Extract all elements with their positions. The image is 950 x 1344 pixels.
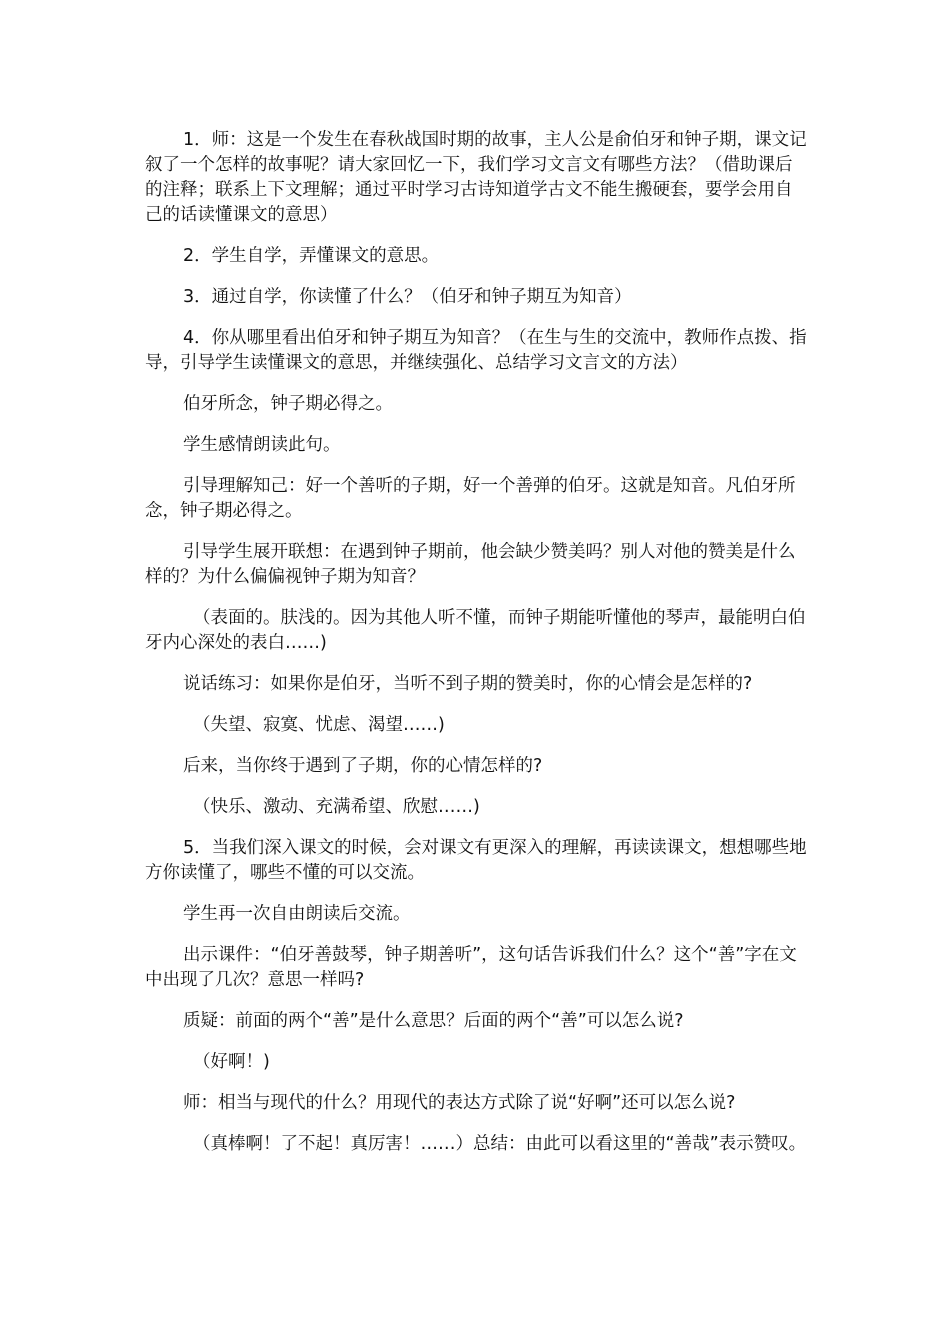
paragraph-7: 引导理解知己：好一个善听的子期，好一个善弹的伯牙。这就是知音。凡伯牙所念，钟子期必得之。: [145, 476, 796, 521]
paragraph-10: 说话练习：如果你是伯牙，当听不到子期的赞美时，你的心情会是怎样的?: [183, 674, 753, 694]
paragraph-2: 2．学生自学，弄懂课文的意思。: [183, 246, 440, 266]
paragraph-14: 5．当我们深入课文的时候，会对课文有更深入的理解，再读读课文，想想哪些地方你读懂了，哪些不懂的可以交流。: [145, 838, 807, 883]
paragraph-11: （失望、寂寞、忧虑、渴望……): [193, 715, 445, 735]
paragraph-17: 质疑：前面的两个“善”是什么意思？后面的两个“善”可以怎么说?: [183, 1011, 684, 1031]
document-page: [145, 128, 807, 1173]
paragraph-3: 3．通过自学，你读懂了什么？（伯牙和钟子期互为知音）: [183, 287, 632, 307]
paragraph-12: 后来，当你终于遇到了子期，你的心情怎样的?: [183, 756, 543, 776]
paragraph-13: （快乐、激动、充满希望、欣慰……): [193, 797, 480, 817]
paragraph-5: 伯牙所念，钟子期必得之。: [183, 394, 393, 414]
paragraph-4: 4．你从哪里看出伯牙和钟子期互为知音？（在生与生的交流中，教师作点拨、指导，引导学生读懂课文的意思，并继续强化、总结学习文言文的方法）: [145, 328, 807, 373]
paragraph-20: （真棒啊！了不起！真厉害！……）总结：由此可以看这里的“善哉”表示赞叹。: [193, 1134, 807, 1154]
paragraph-16: 出示课件：“伯牙善鼓琴，钟子期善听”，这句话告诉我们什么？这个“善”字在文中出现了几次？意思一样吗?: [145, 945, 797, 990]
paragraph-9: （表面的。肤浅的。因为其他人听不懂，而钟子期能听懂他的琴声，最能明白伯牙内心深处的表白……): [145, 608, 806, 653]
paragraph-6: 学生感情朗读此句。: [183, 435, 341, 455]
paragraph-1: 1．师：这是一个发生在春秋战国时期的故事，主人公是俞伯牙和钟子期，课文记叙了一个怎样的故事呢？请大家回忆一下，我们学习文言文有哪些方法？（借助课后的注释；联系上下文理解；通过平时学习古诗知道学古文不能生搬硬套，要学会用自己的话读懂课文的意思）: [145, 130, 807, 225]
paragraph-19: 师：相当与现代的什么？用现代的表达方式除了说“好啊”还可以怎么说?: [183, 1093, 736, 1113]
paragraph-8: 引导学生展开联想：在遇到钟子期前，他会缺少赞美吗？别人对他的赞美是什么样的？为什么偏偏视钟子期为知音？: [145, 542, 796, 587]
paragraph-15: 学生再一次自由朗读后交流。: [183, 904, 411, 924]
paragraph-18: （好啊！): [193, 1052, 270, 1072]
